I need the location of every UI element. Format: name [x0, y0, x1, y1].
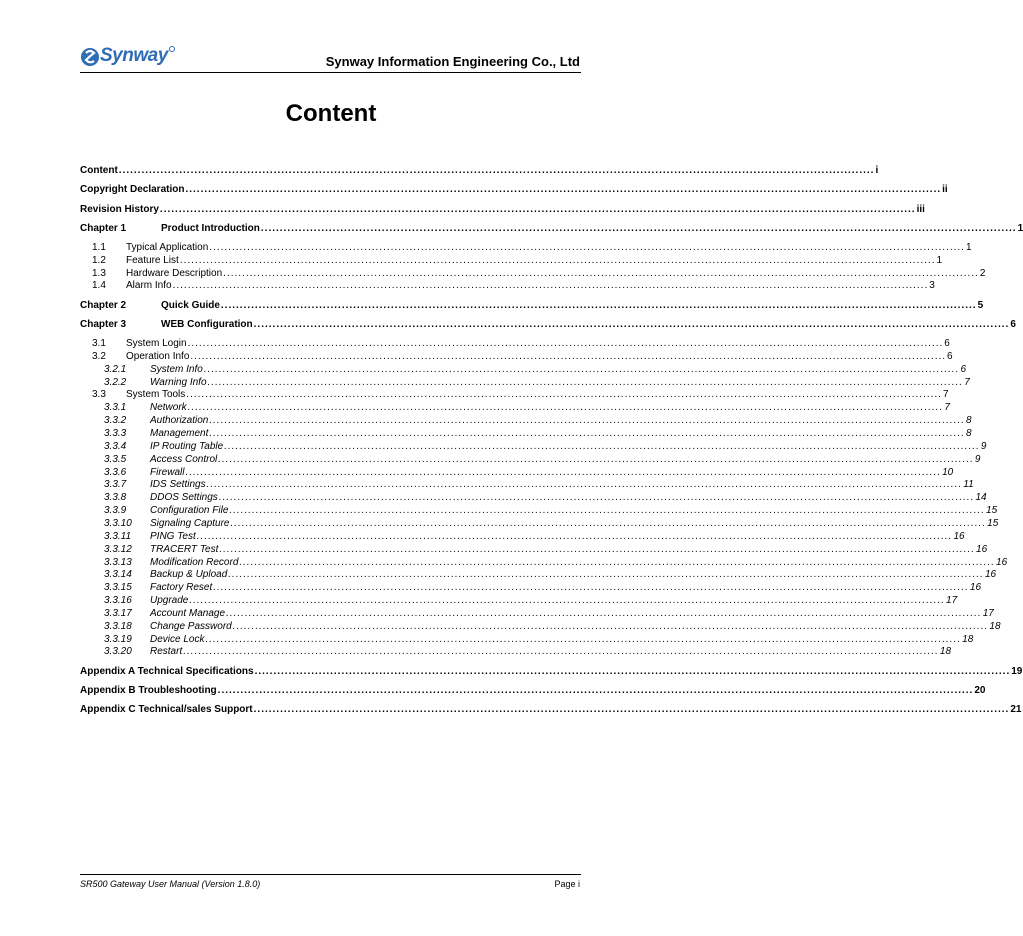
toc-entry-title: Appendix B Troubleshooting — [80, 685, 217, 697]
toc-entry-number: 3.3.11 — [104, 530, 132, 542]
toc-entry-title: Feature List — [126, 254, 179, 266]
toc-leader-dots: ........................................................................................................................................................................................................ — [206, 479, 963, 491]
toc-entry-page: 8 — [966, 415, 972, 427]
toc-entry-number: 1.1 — [92, 241, 106, 253]
toc-entry-page: 10 — [942, 466, 954, 478]
footer-divider — [80, 874, 581, 875]
toc-entry-title: Upgrade — [150, 595, 189, 607]
toc-entry[interactable] — [80, 299, 984, 312]
toc-entry[interactable] — [80, 703, 1022, 716]
manual-title: SR500 Gateway User Manual (Version 1.8.0) — [80, 879, 261, 889]
toc-entry-page: iii — [916, 203, 925, 215]
toc-entry[interactable] — [80, 607, 994, 620]
toc-entry-title: PING Test — [150, 530, 196, 542]
toc-entry-title: Modification Record — [150, 556, 239, 568]
toc-entry-number: 3.3.14 — [104, 569, 132, 581]
toc-leader-dots: ........................................................................................................................................................................................................ — [187, 402, 944, 414]
toc-entry[interactable] — [80, 581, 982, 594]
toc-entry-title: Backup & Upload — [150, 569, 228, 581]
toc-entry-page: 11 — [963, 479, 974, 491]
toc-entry-page: 17 — [982, 607, 994, 619]
toc-entry-page: 7 — [942, 389, 949, 401]
page-title: Content — [285, 100, 377, 127]
toc-entry[interactable] — [80, 491, 987, 504]
toc-entry-number: 3.3.3 — [104, 428, 127, 439]
toc-leader-dots: ........................................................................................................................................................................................................ — [217, 685, 974, 697]
toc-entry-page: i — [875, 165, 879, 176]
toc-entry-title: Content — [80, 165, 118, 176]
toc-entry-number: Chapter 1 — [80, 222, 127, 234]
toc-entry-page: 6 — [944, 338, 950, 350]
toc-leader-dots: ........................................................................................................................................................................................................ — [187, 338, 944, 350]
toc-entry-title: Revision History — [80, 203, 159, 215]
toc-leader-dots: ........................................................................................................................................................................................................ — [226, 607, 982, 619]
toc-entry[interactable] — [80, 337, 950, 350]
toc-entry[interactable] — [80, 427, 972, 440]
toc-entry-title: IP Routing Table — [150, 440, 224, 452]
toc-entry-title: Appendix C Technical/sales Support — [80, 704, 253, 716]
toc-leader-dots: ........................................................................................................................................................................................................ — [230, 517, 987, 529]
toc-entry[interactable] — [80, 241, 972, 254]
toc-entry-number: 3.3.15 — [104, 582, 132, 594]
toc-leader-dots: ........................................................................................................................................................................................................ — [209, 241, 965, 253]
toc-entry-page: 18 — [939, 646, 952, 658]
toc-entry-number: 3.3.20 — [104, 646, 132, 658]
toc-leader-dots: ........................................................................................................................................................................................................ — [203, 363, 960, 375]
toc-entry[interactable] — [80, 478, 974, 491]
toc-entry-page: 1 — [965, 241, 972, 253]
toc-entry-title: Change Password — [150, 620, 232, 632]
toc-entry-number: 1.4 — [92, 280, 106, 292]
toc-entry-page: 7 — [964, 376, 970, 388]
toc-leader-dots: ........................................................................................................................................................................................................ — [209, 428, 966, 439]
toc-entry-page: 6 — [960, 363, 967, 375]
toc-entry[interactable] — [80, 183, 948, 196]
toc-entry-page: 2 — [979, 267, 986, 279]
toc-leader-dots: ........................................................................................................................................................................................................ — [183, 646, 939, 658]
toc-entry[interactable] — [80, 665, 1023, 678]
toc-leader-dots: ........................................................................................................................................................................................................ — [218, 492, 975, 504]
toc-entry-title: System Tools — [126, 389, 186, 401]
toc-entry-title: Access Control — [150, 453, 218, 465]
toc-entry-page: ii — [942, 184, 948, 196]
toc-entry-number: 3.3.8 — [104, 492, 127, 504]
toc-entry-page: 16 — [969, 582, 982, 594]
toc-entry-title: Authorization — [150, 415, 209, 427]
toc-entry-number: 1.3 — [92, 267, 106, 279]
toc-leader-dots: ........................................................................................................................................................................................................ — [239, 556, 996, 568]
toc-entry[interactable] — [80, 318, 1016, 331]
toc-entry[interactable] — [80, 401, 950, 414]
toc-entry[interactable] — [80, 543, 988, 556]
toc-entry-page: 18 — [989, 620, 1001, 632]
toc-entry-number: 3.3.6 — [104, 466, 127, 478]
toc-leader-dots: ........................................................................................................................................................................................................ — [254, 665, 1011, 677]
toc-entry[interactable] — [80, 279, 935, 292]
toc-entry-page: 6 — [947, 350, 953, 362]
toc-entry-page: 16 — [953, 530, 965, 542]
toc-entry[interactable] — [80, 267, 986, 280]
toc-entry[interactable] — [80, 376, 970, 389]
toc-entry-title: Warning Info — [150, 376, 207, 388]
toc-entry-number: 3.3.1 — [104, 402, 127, 414]
toc-entry-title: DDOS Settings — [150, 492, 218, 504]
toc-entry-number: 3.3 — [92, 389, 106, 401]
toc-entry-title: Firewall — [150, 466, 185, 478]
toc-entry-number: 3.3.19 — [104, 633, 132, 645]
toc-entry-title: TRACERT Test — [150, 543, 219, 555]
toc-entry-page: 3 — [929, 280, 935, 292]
toc-leader-dots: ........................................................................................................................................................................................................ — [186, 389, 942, 401]
toc-leader-dots: ........................................................................................................................................................................................................ — [189, 595, 946, 607]
toc-leader-dots: ........................................................................................................................................................................................................ — [207, 376, 964, 388]
toc-entry-page: 17 — [946, 595, 958, 607]
toc-entry[interactable] — [80, 504, 998, 517]
toc-entry-page: 16 — [996, 556, 1008, 568]
toc-entry[interactable] — [80, 620, 1001, 633]
toc-entry-page: 8 — [966, 428, 972, 439]
toc-leader-dots: ........................................................................................................................................................................................................ — [219, 543, 976, 555]
toc-entry[interactable] — [80, 440, 987, 453]
toc-entry-number: 3.3.17 — [104, 607, 132, 619]
toc-entry[interactable] — [80, 645, 952, 658]
toc-entry-number: 3.3.7 — [104, 479, 127, 491]
toc-entry-title: WEB Configuration — [161, 319, 253, 331]
toc-entry-number: 3.2.1 — [104, 363, 127, 375]
toc-entry[interactable] — [80, 203, 925, 216]
toc-leader-dots: ........................................................................................................................................................................................................ — [229, 505, 986, 517]
toc-entry-title: Appendix A Technical Specifications — [80, 665, 254, 677]
toc-entry-title: System Info — [150, 363, 203, 375]
toc-entry[interactable] — [80, 388, 949, 401]
toc-entry[interactable] — [80, 414, 972, 427]
toc-leader-dots: ........................................................................................................................................................................................................ — [179, 254, 936, 266]
toc-entry-number: 3.3.4 — [104, 440, 127, 452]
toc-entry-number: 3.3.12 — [104, 543, 132, 555]
toc-leader-dots: ........................................................................................................................................................................................................ — [218, 453, 974, 465]
toc-entry-page: 9 — [974, 453, 981, 465]
toc-entry[interactable] — [80, 164, 879, 177]
toc-entry-number: 3.3.2 — [104, 415, 127, 427]
toc-leader-dots: ........................................................................................................................................................................................................ — [205, 633, 962, 645]
toc-entry-title: Network — [150, 402, 187, 414]
toc-entry-page: 9 — [980, 440, 987, 452]
toc-entry[interactable] — [80, 684, 986, 697]
toc-entry-title: Typical Application — [126, 241, 209, 253]
toc-entry-number: 3.3.5 — [104, 453, 127, 465]
toc-entry[interactable] — [80, 594, 958, 607]
toc-entry-title: Hardware Description — [126, 267, 223, 279]
toc-leader-dots: ........................................................................................................................................................................................................ — [253, 319, 1010, 331]
toc-entry-page: 5 — [977, 299, 984, 311]
toc-entry-title: Alarm Info — [126, 280, 172, 292]
toc-leader-dots: ........................................................................................................................................................................................................ — [232, 620, 989, 632]
toc-leader-dots: ........................................................................................................................................................................................................ — [224, 440, 980, 452]
toc-entry-page: 1 — [1017, 222, 1023, 234]
toc-entry-number: Chapter 2 — [80, 299, 127, 311]
toc-entry-page: 16 — [984, 569, 997, 581]
toc-entry-title: Quick Guide — [161, 299, 220, 311]
toc-entry-title: Factory Reset — [150, 582, 213, 594]
header-divider — [80, 72, 581, 73]
toc-entry[interactable] — [80, 556, 1008, 569]
toc-entry-number: 3.2 — [92, 350, 106, 362]
toc-entry-title: Device Lock — [150, 633, 205, 645]
toc-entry[interactable] — [80, 350, 953, 363]
toc-entry[interactable] — [80, 466, 954, 479]
toc-entry-title: Management — [150, 428, 209, 439]
toc-entry[interactable] — [80, 222, 1023, 235]
toc-entry[interactable] — [80, 517, 999, 530]
toc-leader-dots: ........................................................................................................................................................................................................ — [213, 582, 969, 594]
toc-leader-dots: ........................................................................................................................................................................................................ — [190, 350, 947, 362]
toc-entry-page: 18 — [962, 633, 974, 645]
toc-leader-dots: ........................................................................................................................................................................................................ — [228, 569, 984, 581]
toc-entry-page: 14 — [975, 492, 987, 504]
toc-entry-number: 1.2 — [92, 254, 106, 266]
toc-entry-title: IDS Settings — [150, 479, 206, 491]
toc-entry[interactable] — [80, 568, 997, 581]
toc-entry-number: 3.3.10 — [104, 517, 132, 529]
toc-entry-title: Restart — [150, 646, 183, 658]
toc-entry[interactable] — [80, 254, 943, 267]
toc-entry-page: 16 — [976, 543, 988, 555]
page-number: Page i — [554, 879, 580, 889]
toc-leader-dots: ........................................................................................................................................................................................................ — [118, 165, 875, 176]
toc-entry-number: 3.1 — [92, 338, 106, 350]
toc-entry-title: Operation Info — [126, 350, 190, 362]
toc-leader-dots: ........................................................................................................................................................................................................ — [223, 267, 979, 279]
toc-leader-dots: ........................................................................................................................................................................................................ — [172, 280, 929, 292]
toc-entry-number: Chapter 3 — [80, 319, 127, 331]
toc-entry-number: 3.3.18 — [104, 620, 132, 632]
toc-entry-title: Copyright Declaration — [80, 184, 185, 196]
toc-entry[interactable] — [80, 633, 974, 646]
toc-leader-dots: ........................................................................................................................................................................................................ — [159, 203, 916, 215]
toc-leader-dots: ........................................................................................................................................................................................................ — [253, 704, 1010, 716]
toc-entry-page: 1 — [936, 254, 943, 266]
toc-entry-page: 15 — [986, 505, 998, 517]
toc-entry-title: Configuration File — [150, 505, 229, 517]
toc-leader-dots: ........................................................................................................................................................................................................ — [260, 222, 1017, 234]
toc-entry-number: 3.3.16 — [104, 595, 132, 607]
logo-text: Synway — [100, 45, 168, 66]
toc-entry-page: 7 — [944, 402, 950, 414]
toc-entry-page: 21 — [1010, 704, 1022, 716]
toc-leader-dots: ........................................................................................................................................................................................................ — [220, 299, 977, 311]
toc-leader-dots: ........................................................................................................................................................................................................ — [209, 415, 966, 427]
company-name: Synway Information Engineering Co., Ltd — [325, 54, 580, 69]
toc-entry-title: Signaling Capture — [150, 517, 230, 529]
toc-entry-page: 15 — [987, 517, 999, 529]
toc-entry-page: 20 — [974, 685, 986, 697]
toc-leader-dots: ........................................................................................................................................................................................................ — [196, 530, 953, 542]
toc-entry[interactable] — [80, 453, 981, 466]
toc-entry[interactable] — [80, 363, 967, 376]
toc-leader-dots: ........................................................................................................................................................................................................ — [185, 466, 942, 478]
toc-entry-page: 19 — [1011, 665, 1023, 677]
toc-entry-number: 3.2.2 — [104, 376, 127, 388]
toc-entry-title: System Login — [126, 338, 187, 350]
toc-entry-number: 3.3.9 — [104, 505, 127, 517]
toc-entry[interactable] — [80, 530, 965, 543]
toc-entry-page: 6 — [1010, 319, 1016, 331]
toc-leader-dots: ........................................................................................................................................................................................................ — [185, 184, 942, 196]
toc-entry-number: 3.3.13 — [104, 556, 132, 568]
toc-entry-title: Product Introduction — [161, 222, 260, 234]
toc-entry-title: Account Manage — [150, 607, 226, 619]
